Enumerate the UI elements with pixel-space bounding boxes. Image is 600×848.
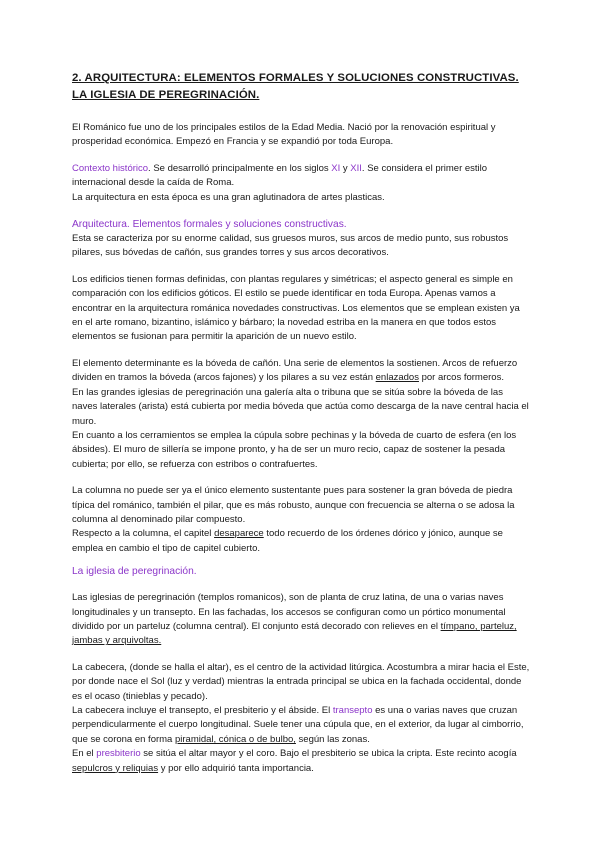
p3-text-a: El elemento determinante es la bóveda de cañón. Una serie de elementos la sostienen. Arcos de refuerzo dividen en tramos la bóveda (arcos fajones) y los pilares a su vez están (72, 357, 518, 384)
iglesia-paragraph-2: La cabecera, (donde se halla el altar), es el centro de la actividad litúrgica. Acostumbra a mirar hacia el Este, por donde nace el Sol (luz y verdad) mientras la entrada principal se ubica en la fachada occidental, donde es el ocaso (tinieblas y pecado). (72, 661, 530, 702)
arquitectura-paragraph-3 (72, 357, 530, 386)
contexto-text-2: y (340, 162, 351, 174)
ig-p1-text: Las iglesias de peregrinación (templos romanicos), son de planta de cruz latina, de una o varias naves longitudinales y un transepto. En las fachadas, los accesos se configuran como un pórtico monumental dividido por un parteluz (columna central). El conjunto está decorado con relieves en el (72, 592, 506, 632)
iglesia-paragraph-1 (72, 591, 530, 649)
iglesia-paragraph-4 (72, 747, 530, 776)
transepto-term: transepto (332, 705, 373, 716)
intro-paragraph: El Románico fue uno de los principales estilos de la Edad Media. Nació por la renovación espiritual y prosperidad económica. Empezó en Francia y se expandió por toda Europa. (72, 122, 496, 148)
contexto-text-3: . Se considera el primer estilo internacional desde la caída de Roma. (72, 162, 488, 189)
presbiterio-term: presbiterio (96, 748, 141, 760)
contexto-label: Contexto histórico (72, 162, 149, 174)
ig-p1-underlined: tímpano, parteluz, jambas y arquivoltas. (72, 620, 517, 647)
arquitectura-paragraph-4: En las grandes iglesias de peregrinación una galería alta o tribuna que se sitúa sobre la bóveda de las naves laterales (arista) está cubierta por media bóveda que actúa como descarga de la nave central hacia el muro. (72, 386, 529, 427)
p3-text-b: por arcos formeros. (418, 372, 504, 384)
ig-p4-text-b: se sitúa el altar mayor y el coro. Bajo el presbiterio se ubica la cripta. Este recinto acogía (140, 748, 517, 760)
arquitectura-paragraph-5: En cuanto a los cerramientos se emplea la cúpula sobre pechinas y la bóveda de cuarto de esfera (en los ábsides). El muro de sillería se impone pronto, y ha de ser un muro recio, capaz de sostener la pesada cubierta; por ello, se refuerza con estribos o contrafuertes. (72, 429, 517, 470)
document-title: 2. ARQUITECTURA: ELEMENTOS FORMALES Y SOLUCIONES CONSTRUCTIVAS. LA IGLESIA DE PEREGRINACIÓN. (72, 72, 519, 101)
p7-text-a: Respecto a la columna, el capitel (72, 528, 215, 540)
contexto-text-1: . Se desarrolló principalmente en los siglos (148, 162, 332, 174)
ig-p4-text-a: En el (72, 748, 97, 760)
p7-underlined: desaparece (214, 528, 264, 540)
contexto-paragraph (72, 162, 530, 191)
document-page (72, 70, 530, 776)
iglesia-heading: La iglesia de peregrinación. (72, 566, 197, 578)
p3-underlined: enlazados (375, 372, 419, 384)
ig-p4-underlined: sepulcros y reliquias (72, 762, 159, 774)
contexto-line-2: La arquitectura en esta época es una gran aglutinadora de artes plasticas. (72, 191, 385, 203)
p7-text-b: todo recuerdo de los órdenes dórico y jónico, aunque se emplea en cambio el tipo de capitel cubierto. (72, 528, 503, 554)
ig-p4-text-c: y por ello adquirió tanta importancia. (158, 762, 314, 774)
iglesia-paragraph-3 (72, 704, 530, 747)
arquitectura-paragraph-7 (72, 527, 530, 556)
century-xii: XII (350, 162, 362, 174)
arquitectura-paragraph-6: La columna no puede ser ya el único elemento sustentante pues para sostener la gran bóveda de piedra típica del románico, también el pilar, que es más robusto, aunque con frecuencia se alterna o se adosa la columna al denominado pilar compuesto. (72, 485, 515, 525)
century-xi: XI (331, 162, 341, 174)
ig-p3-text-c: según las zonas. (295, 733, 370, 745)
ig-p3-text-b: es una o varias naves que cruzan perpendicularmente el cuerpo longitudinal. Suele tener una cúpula que, en el exterior, da lugar al cimborrio, que se corona en forma (72, 705, 524, 745)
arquitectura-heading: Arquitectura. Elementos formales y soluciones constructivas. (72, 219, 347, 231)
ig-p3-underlined: piramidal, cónica o de bulbo, (174, 733, 296, 745)
ig-p3-text-a: La cabecera incluye el transepto, el presbiterio y el ábside. El (72, 705, 333, 716)
arquitectura-paragraph-1: Esta se caracteriza por su enorme calidad, sus gruesos muros, sus arcos de medio punto, sus robustos pilares, sus bóvedas de cañón, sus grandes torres y sus arcos decorativos. (72, 233, 509, 259)
arquitectura-paragraph-2: Los edificios tienen formas definidas, con plantas regulares y simétricas; el aspecto general es simple en comparación con los edificios góticos. El estilo se puede identificar en toda Europa. Apenas vamos a encontrar en la arquitectura románica novedades constructivas. Los elementos que se emplean existen ya en el arte romano, bizantino, islámico y bárbaro; la novedad estriba en la manera en que todos estos elementos se fusionan para permitir la aparición de un nuevo estilo. (72, 273, 520, 343)
